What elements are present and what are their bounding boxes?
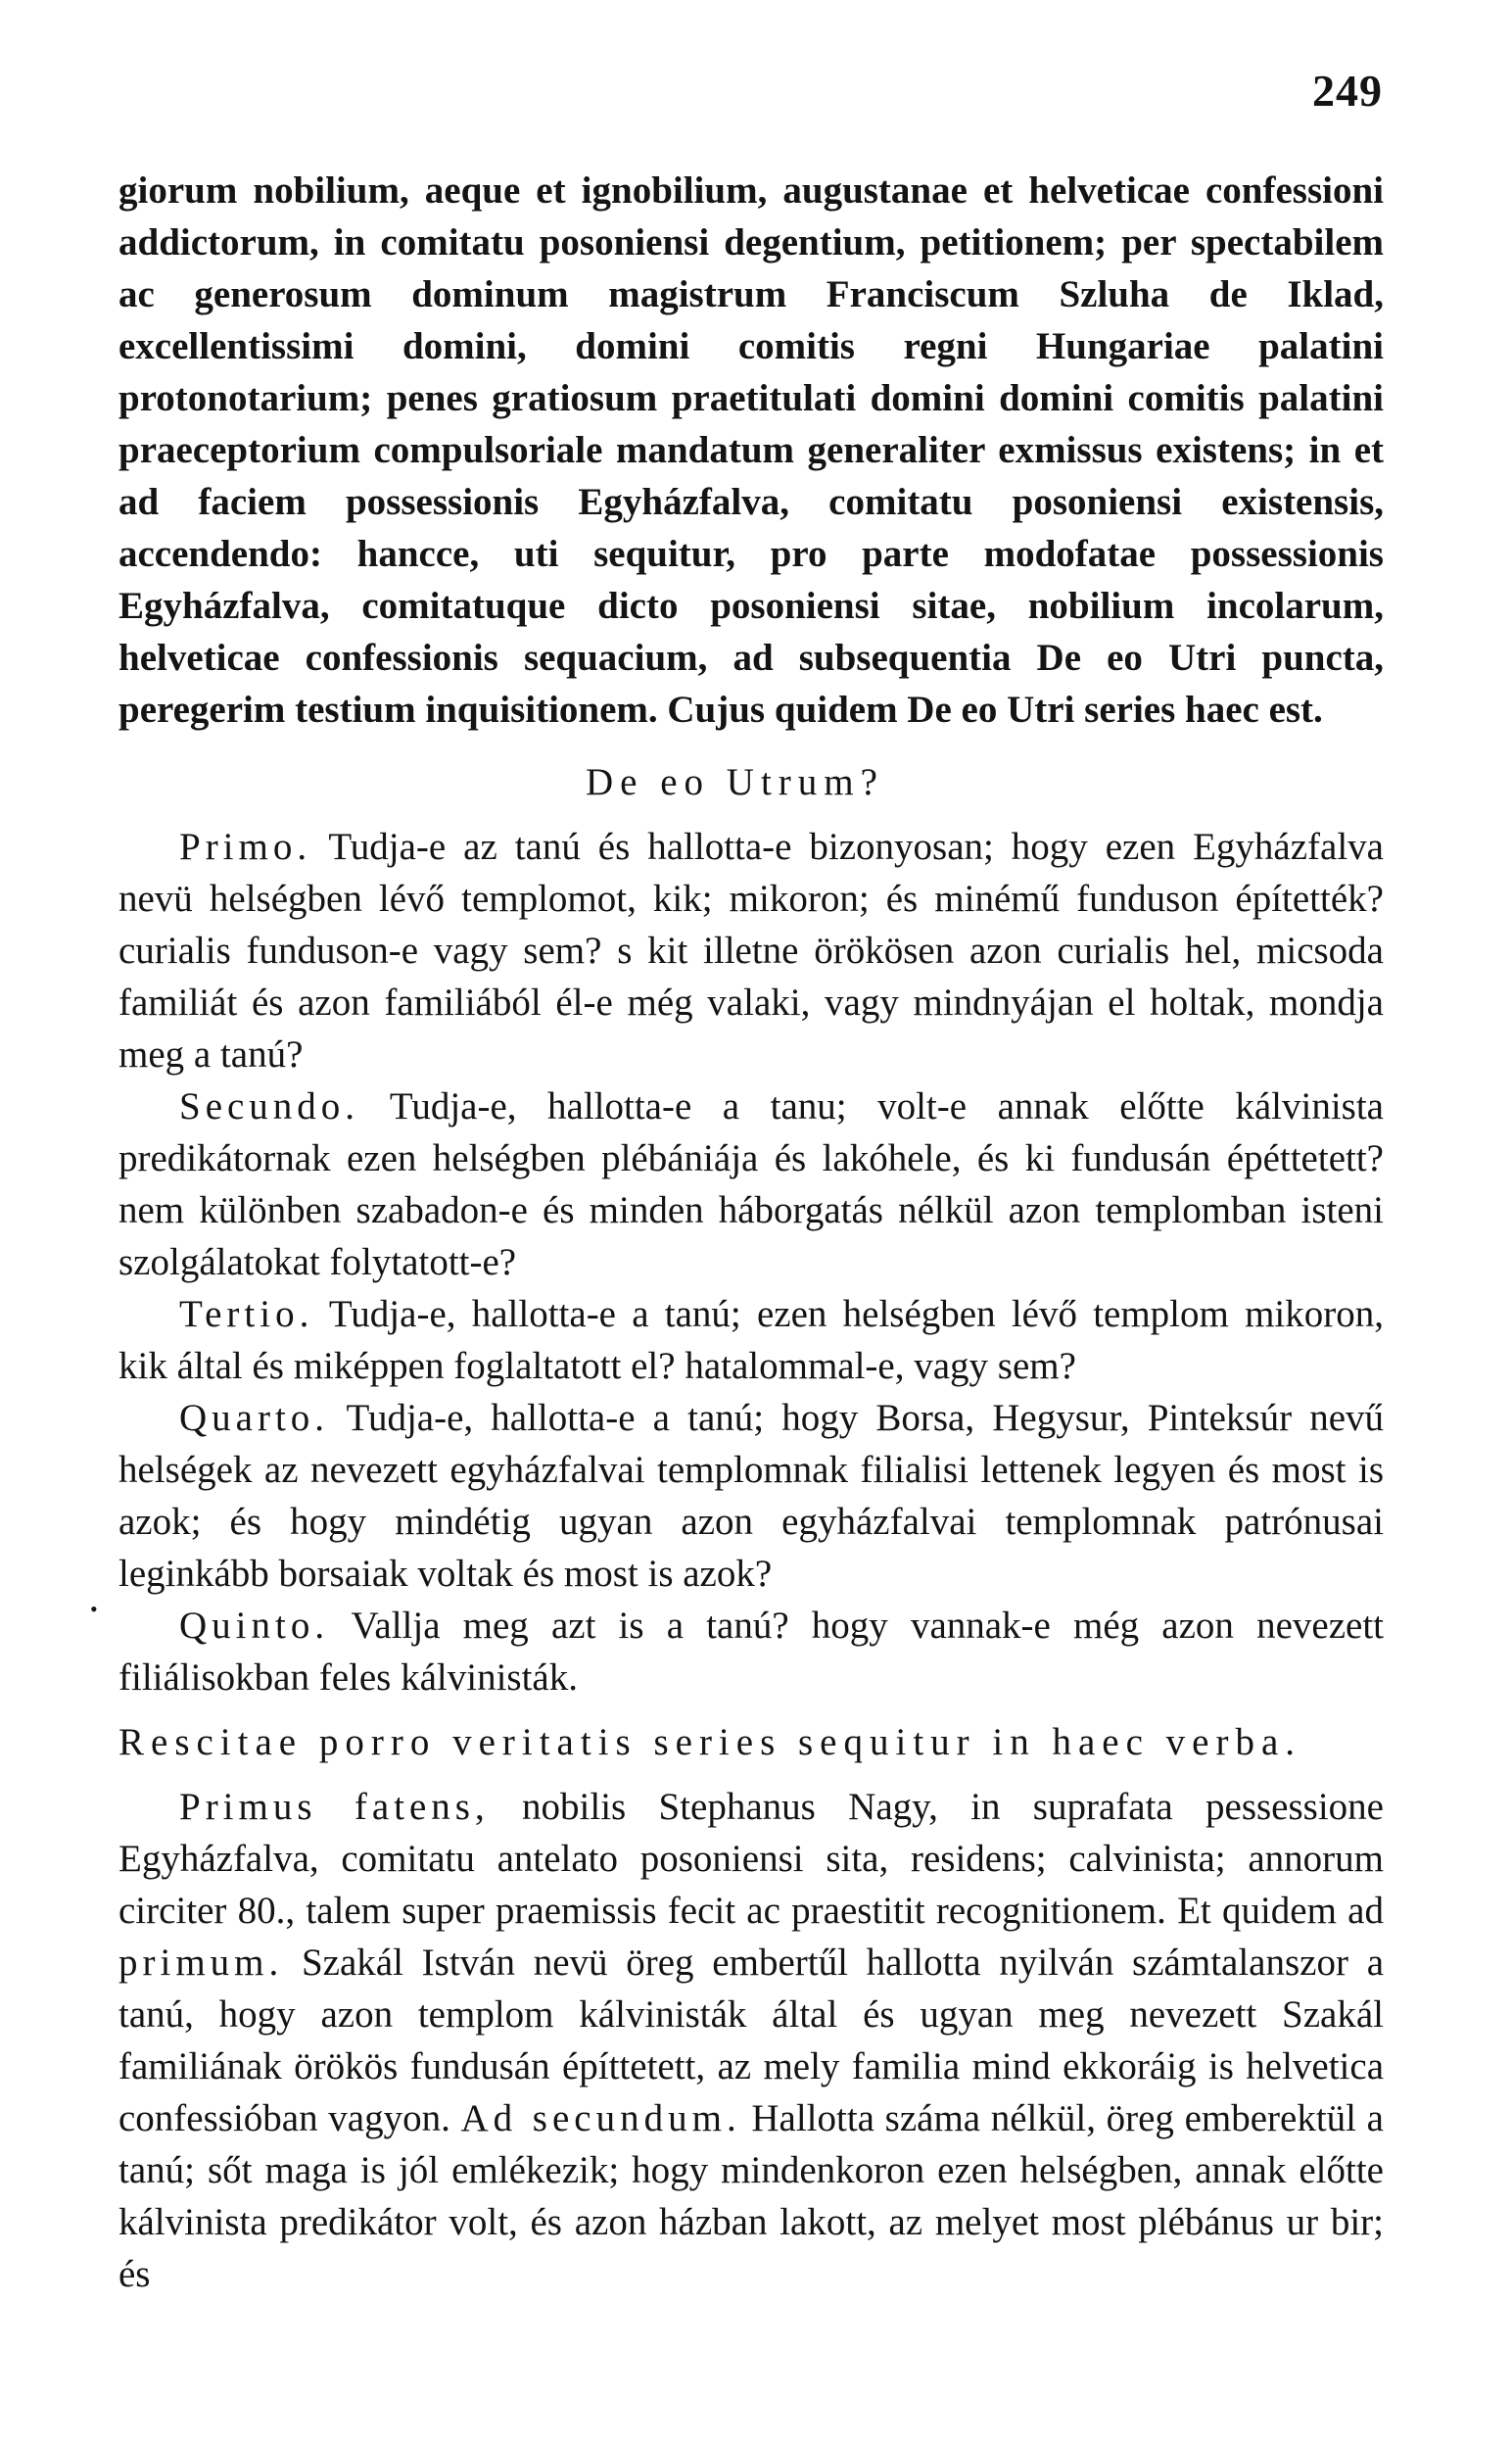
question-quinto — [118, 1600, 1384, 1703]
page-number: 249 — [1312, 66, 1383, 116]
question-text: Vallja meg azt is a tanú? hogy vannak-e még azon nevezett filiálisokban feles kálvinisták. — [118, 1605, 1384, 1699]
intro-text: giorum nobilium, aeque et ignobilium, augustanae et helveticae confessioni addictorum, in comitatu posoniensi degentium, petitionem; per spectabilem ac generosum dominum magistrum Franciscum Szluha de Iklad, excellentissimi domini, domini comitis regni Hungariae palatini protonotarium; penes gratiosum praetitulati domini domini comitis palatini praeceptorium compulsoriale mandatum generaliter exmissus existens; in et ad faciem possessionis Egyházfalva, comitatu posoniensi existensis, accendendo: hancce, uti sequitur, pro parte modofatae possessionis Egyházfalva, comitatuque dicto posoniensi sitae, nobilium incolarum, helveticae confessionis sequacium, ad subsequentia De eo Utri puncta, peregerim testium inquisitionem. Cujus quidem De eo Utri series haec est. — [118, 169, 1384, 731]
intro-paragraph — [118, 165, 1384, 736]
question-label: Tertio. — [179, 1293, 314, 1335]
testimony-text: Szakál István nevü öreg embertűl hallotta nyilván számtalanszor a tanú, hogy azon templom kálvinisták által és ugyan meg nevezett Szakál familiának örökös fundusán építtetett, az mely familia mind ekkoráig is helvetica confessióban vagyon. — [118, 1942, 1384, 2139]
question-text: Tudja-e, hallotta-e a tanú; hogy Borsa, Hegysur, Pinteksúr nevű helségek az nevezett egyházfalvai templomnak filialisi lettenek legyen és most is azok; és hogy mindétig ugyan azon egyházfalvai templomnak patrónusai leginkább borsaiak voltak és most is azok? — [118, 1397, 1384, 1595]
testimony-label: Primus fatens, — [179, 1786, 490, 1828]
bullet-mark: • — [90, 1597, 98, 1621]
testimony-secundum: Ad secundum. — [460, 2097, 741, 2139]
question-primo — [118, 821, 1384, 1080]
question-text: Tudja-e az tanú és hallotta-e bizonyosan; hogy ezen Egyházfalva nevü helségben lévő templomot, kik; mikoron; és minémű funduson építették? curialis funduson-e vagy sem? s kit illetne örökösen azon curialis hel, micsoda familiát és azon familiából él-e még valaki, vagy mindnyájan el holtak, mondja meg a tanú? — [118, 826, 1384, 1076]
heading-rescitae: Rescitae porro veritatis series sequitur in haec verba. — [118, 1721, 1302, 1763]
question-text: Tudja-e, hallotta-e a tanu; volt-e annak előtte kálvinista predikátornak ezen helségben plébániája és lakóhele, és ki fundusán épéttetett? nem különben szabadon-e és minden háborgatás nélkül azon templomban isteni szolgálatokat folytatott-e? — [118, 1085, 1384, 1283]
question-label: Secundo. — [179, 1085, 360, 1127]
question-secundo — [118, 1080, 1384, 1288]
question-label: Quinto. — [179, 1605, 330, 1647]
testimony-primum: primum. — [118, 1942, 284, 1984]
question-text: Tudja-e, hallotta-e a tanú; ezen helségben lévő templom mikoron, kik által és miképpen foglaltatott el? hatalommal-e, vagy sem? — [118, 1293, 1384, 1387]
question-quarto — [118, 1392, 1384, 1600]
questions-section — [118, 821, 1384, 1703]
testimony-text: Hallotta száma nélkül, öreg emberektül a tanú; sőt maga is jól emlékezik; hogy mindenkoron ezen helségben, annak előtte kálvinista predikátor volt, és azon házban lakott, az melyet most plébánus ur bir; és — [118, 2097, 1384, 2295]
question-label: Quarto. — [179, 1397, 330, 1439]
question-tertio — [118, 1288, 1384, 1392]
question-label: Primo. — [179, 826, 312, 868]
heading-de-eo-utrum: De eo Utrum? — [586, 761, 884, 803]
testimony-primus — [118, 1781, 1384, 2300]
testimony-text: nobilis Stephanus Nagy, in suprafata pessessione Egyházfalva, comitatu antelato posoniensi sita, residens; calvinista; annorum circiter 80., talem super praemissis fecit ac praestitit recognitionem. Et quidem ad — [118, 1786, 1384, 1932]
testimony-section — [118, 1781, 1384, 2300]
